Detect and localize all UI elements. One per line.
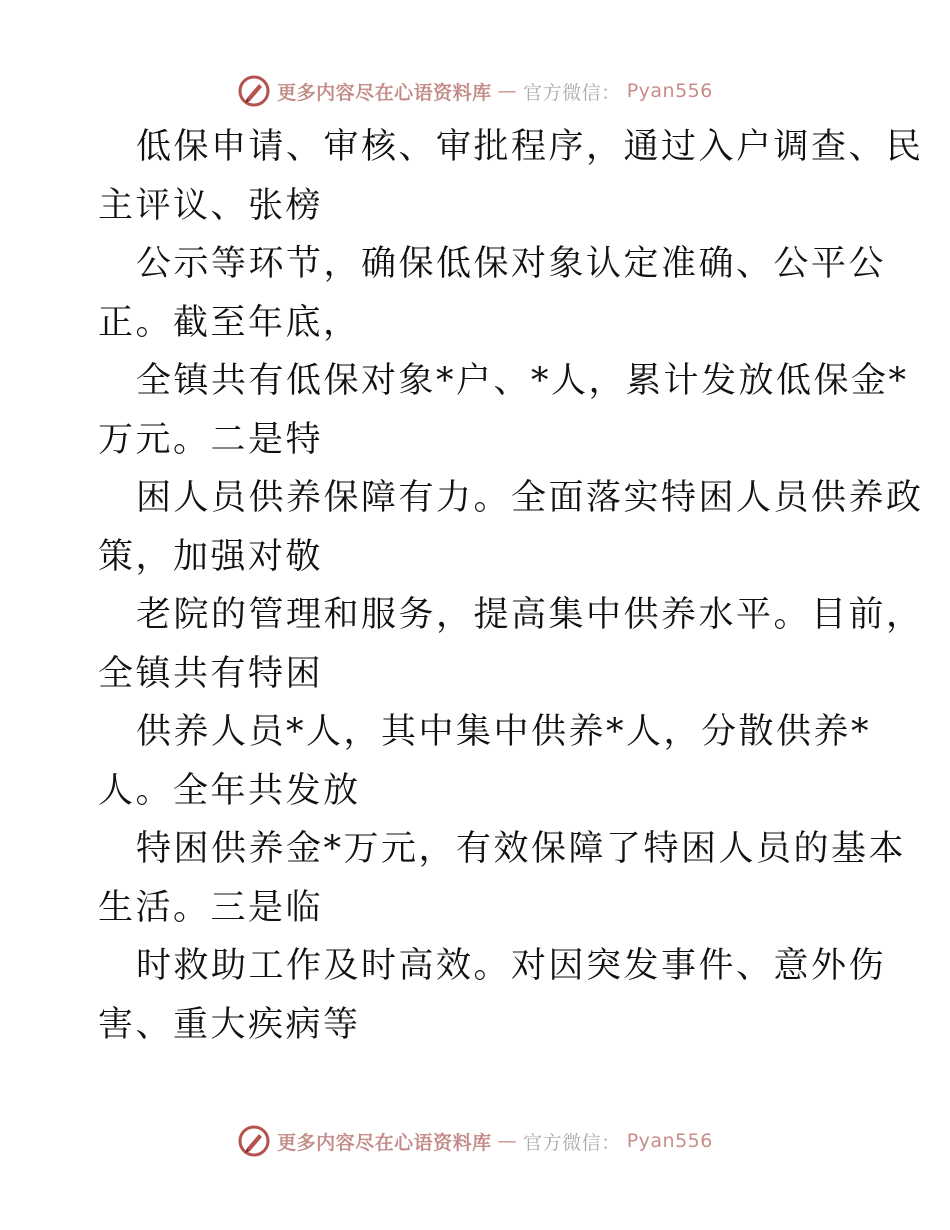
body-line: 困人员供养保障有力。全面落实特困人员供养政 bbox=[136, 478, 924, 518]
body-line: 害、重大疾病等 bbox=[98, 1004, 361, 1045]
body-line: 万元。二是特 bbox=[98, 419, 324, 460]
watermark-site: 更多内容尽在心语资料库 bbox=[277, 81, 492, 104]
watermark-dash: — bbox=[497, 1130, 518, 1152]
pen-logo-icon bbox=[237, 74, 271, 108]
body-line: 公示等环节，确保低保对象认定准确、公平公 bbox=[136, 244, 887, 284]
body-line: 人。全年共发放 bbox=[98, 770, 361, 811]
body-line: 时救助工作及时高效。对因突发事件、意外伤 bbox=[136, 946, 887, 986]
watermark-wechat-id: Pyan556 bbox=[626, 1130, 713, 1152]
body-line: 全镇共有特困 bbox=[98, 653, 324, 694]
watermark-site: 更多内容尽在心语资料库 bbox=[277, 1131, 492, 1154]
watermark-wechat-id: Pyan556 bbox=[626, 80, 713, 102]
body-line: 老院的管理和服务，提高集中供养水平。目前， bbox=[136, 595, 924, 635]
body-line: 全镇共有低保对象*户、*人，累计发放低保金* bbox=[136, 361, 909, 401]
body-line: 特困供养金*万元，有效保障了特困人员的基本 bbox=[136, 829, 907, 869]
footer-watermark bbox=[0, 1124, 950, 1158]
body-line: 低保申请、审核、审批程序，通过入户调查、民 bbox=[136, 127, 924, 167]
body-line: 正。截至年底， bbox=[98, 302, 361, 343]
watermark-wechat-label: 官方微信： bbox=[523, 81, 621, 104]
body-line: 供养人员*人，其中集中供养*人，分散供养* bbox=[136, 712, 872, 752]
body-line: 策，加强对敬 bbox=[98, 536, 324, 577]
body-line: 生活。三是临 bbox=[98, 887, 324, 928]
watermark-wechat-label: 官方微信： bbox=[523, 1131, 621, 1154]
body-line: 主评议、张榜 bbox=[98, 185, 324, 226]
document-body bbox=[98, 118, 924, 1054]
watermark-dash: — bbox=[497, 80, 518, 102]
pen-logo-icon bbox=[237, 1124, 271, 1158]
header-watermark bbox=[0, 74, 950, 108]
